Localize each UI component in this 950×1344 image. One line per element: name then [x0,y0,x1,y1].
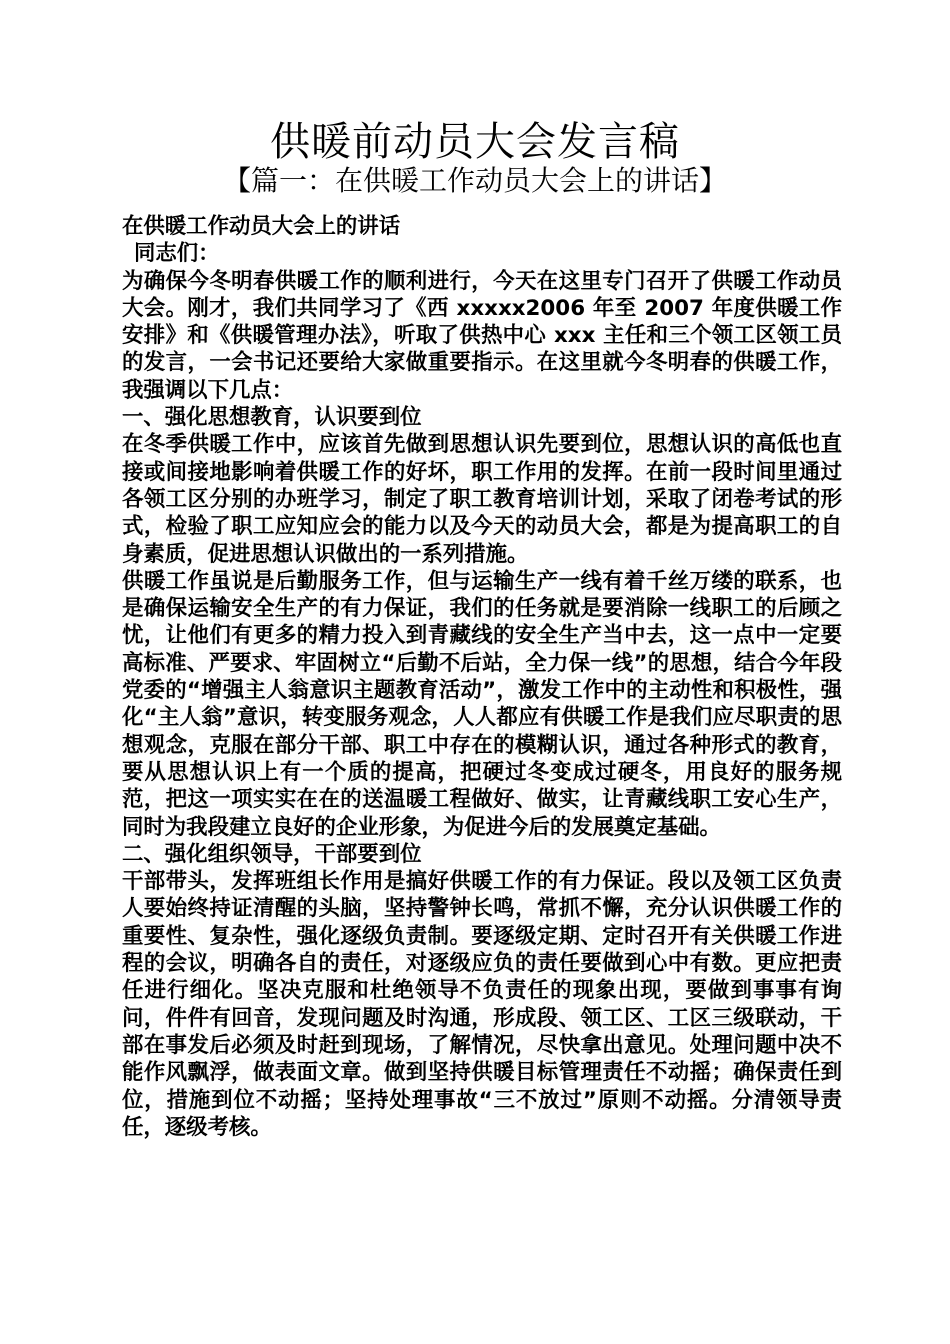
paragraph-1a: 在冬季供暖工作中，应该首先做到思想认识先要到位，思想认识的高低也直接或间接地影响着供暖工作的好坏，职工作用的发挥。在前一段时间里通过各领工区分别的办班学习，制定了职工教育培训计划，采取了闭卷考试的形式，检验了职工应知应会的能力以及今天的动员大会，都是为提高职工的自身素质，促进思想认识做出的一系列措施。 [122,432,842,567]
paragraph-2a: 干部带头，发挥班组长作用是搞好供暖工作的有力保证。段以及领工区负责人要始终持证清醒的头脑，坚持警钟长鸣，常抓不懈，充分认识供暖工作的重要性、复杂性，强化逐级负责制。要逐级定期、定时召开有关供暖工作进程的会议，明确各自的责任，对逐级应负的责任要做到心中有数。更应把责任进行细化。坚决克服和杜绝领导不负责任的现象出现，要做到事事有询问，件件有回音，发现问题及时沟通，形成段、领工区、工区三级联动，干部在事发后必须及时赶到现场，了解情况，尽快拿出意见。处理问题中决不能作风飘浮，做表面文章。做到坚持供暖目标管理责任不动摇；确保责任到位，措施到位不动摇；坚持处理事故“三不放过”原则不动摇。分清领导责任，逐级考核。 [122,869,842,1140]
salutation: 同志们： [134,241,220,267]
section-heading-2: 二、强化组织领导，干部要到位 [122,841,422,867]
speech-heading: 在供暖工作动员大会上的讲话 [122,214,401,239]
document-body [116,213,842,1141]
document-title: 供暖前动员大会发言稿 [270,119,680,165]
document-subtitle: 【篇一：在供暖工作动员大会上的讲话】 [222,164,727,197]
paragraph-intro: 为确保今冬明春供暖工作的顺利进行，今天在这里专门召开了供暖工作动员大会。刚才，我们共同学习了《西 xxxxx2006 年至 2007 年度供暖工作安排》和《供暖管理办法》，听取了供热中心 xxx 主任和三个领工区领工员的发言，一会书记还要给大家做重要指示。在这里就今冬明春的供暖工作，我强调以下几点： [122,268,842,403]
section-heading-1: 一、强化思想教育，认识要到位 [122,405,422,431]
paragraph-1b: 供暖工作虽说是后勤服务工作，但与运输生产一线有着千丝万缕的联系，也是确保运输安全生产的有力保证，我们的任务就是要消除一线职工的后顾之忧，让他们有更多的精力投入到青藏线的安全生产当中去，这一点中一定要高标准、严要求、牢固树立“后勤不后站，全力保一线”的思想，结合今年段党委的“增强主人翁意识主题教育活动”，激发工作中的主动性和积极性，强化“主人翁”意识，转变服务观念，人人都应有供暖工作是我们应尽职责的思想观念，克服在部分干部、职工中存在的模糊认识，通过各种形式的教育，要从思想认识上有一个质的提高，把硬过冬变成过硬冬，用良好的服务规范，把这一项实实在在的送温暖工程做好、做实，让青藏线职工安心生产，同时为我段建立良好的企业形象，为促进今后的发展奠定基础。 [122,568,842,840]
